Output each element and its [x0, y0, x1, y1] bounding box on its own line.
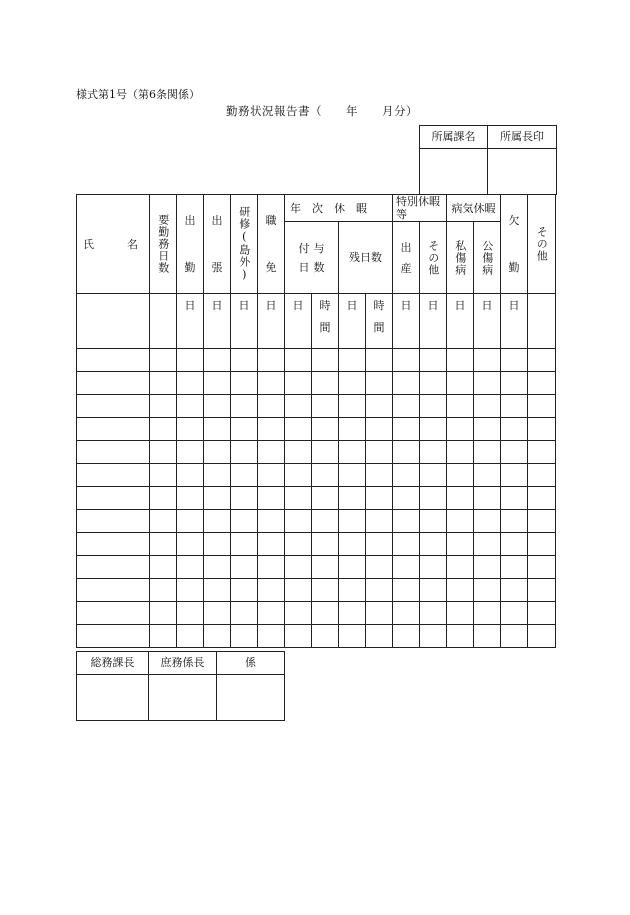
- table-cell[interactable]: [150, 372, 177, 395]
- unit-day: 日: [231, 294, 258, 349]
- table-cell[interactable]: [393, 349, 420, 372]
- table-cell[interactable]: [339, 579, 366, 602]
- table-cell[interactable]: [231, 464, 258, 487]
- table-cell[interactable]: [231, 556, 258, 579]
- table-cell[interactable]: [258, 625, 285, 648]
- table-cell[interactable]: [366, 349, 393, 372]
- table-cell[interactable]: [474, 349, 501, 372]
- table-cell[interactable]: [501, 441, 528, 464]
- table-row: [77, 418, 556, 441]
- table-cell[interactable]: [285, 395, 312, 418]
- table-cell[interactable]: [204, 441, 231, 464]
- table-cell[interactable]: [501, 510, 528, 533]
- table-cell[interactable]: [447, 395, 474, 418]
- table-cell[interactable]: [150, 395, 177, 418]
- table-cell[interactable]: [420, 372, 447, 395]
- header-name: 氏 名: [77, 195, 150, 294]
- table-cell[interactable]: [150, 441, 177, 464]
- table-cell[interactable]: [420, 349, 447, 372]
- table-cell[interactable]: [528, 579, 556, 602]
- table-cell[interactable]: [366, 418, 393, 441]
- table-cell[interactable]: [528, 602, 556, 625]
- table-cell[interactable]: [231, 487, 258, 510]
- table-cell[interactable]: [420, 510, 447, 533]
- table-cell[interactable]: [447, 418, 474, 441]
- table-cell[interactable]: [231, 533, 258, 556]
- header-business-trip: 出 張: [204, 195, 231, 294]
- unit-day: 日: [393, 294, 420, 349]
- unit-day: 日: [501, 294, 528, 349]
- table-cell[interactable]: [204, 510, 231, 533]
- section-name-label: 所属課名: [420, 126, 488, 149]
- table-cell[interactable]: [312, 625, 339, 648]
- header-other2: その他: [528, 195, 556, 294]
- table-cell[interactable]: [393, 602, 420, 625]
- unit-hours: 時 間: [312, 294, 339, 349]
- table-cell[interactable]: [258, 533, 285, 556]
- table-cell[interactable]: [366, 602, 393, 625]
- table-cell[interactable]: [501, 487, 528, 510]
- table-cell[interactable]: [474, 464, 501, 487]
- table-cell[interactable]: [339, 533, 366, 556]
- table-cell[interactable]: [177, 464, 204, 487]
- table-cell[interactable]: [501, 395, 528, 418]
- table-cell[interactable]: [528, 441, 556, 464]
- table-cell[interactable]: [366, 441, 393, 464]
- table-cell[interactable]: [231, 510, 258, 533]
- table-cell[interactable]: [420, 625, 447, 648]
- table-cell[interactable]: [366, 510, 393, 533]
- table-cell[interactable]: [366, 533, 393, 556]
- table-row: [77, 372, 556, 395]
- table-cell[interactable]: [77, 602, 150, 625]
- table-cell[interactable]: [474, 602, 501, 625]
- table-cell[interactable]: [285, 602, 312, 625]
- table-cell[interactable]: [231, 441, 258, 464]
- table-row: [77, 533, 556, 556]
- unit-hours: 時 間: [366, 294, 393, 349]
- header-required-days: 要勤務日数: [150, 195, 177, 294]
- table-cell[interactable]: [312, 487, 339, 510]
- header-absence: 欠 勤: [501, 195, 528, 294]
- table-row: [77, 510, 556, 533]
- table-cell[interactable]: [204, 625, 231, 648]
- table-row: [77, 625, 556, 648]
- table-cell[interactable]: [501, 372, 528, 395]
- table-cell[interactable]: [285, 418, 312, 441]
- table-cell[interactable]: [366, 556, 393, 579]
- table-cell[interactable]: [393, 487, 420, 510]
- table-cell[interactable]: [258, 510, 285, 533]
- table-cell[interactable]: [312, 349, 339, 372]
- table-cell[interactable]: [177, 418, 204, 441]
- page-title: 勤務状況報告書（ 年 月分）: [226, 104, 418, 118]
- general-chief-label: 庶務係長: [149, 652, 217, 675]
- table-cell[interactable]: [204, 556, 231, 579]
- table-cell[interactable]: [77, 441, 150, 464]
- unit-day: 日: [339, 294, 366, 349]
- table-cell[interactable]: [528, 418, 556, 441]
- table-cell[interactable]: [285, 487, 312, 510]
- header-duty-exempt: 職 免: [258, 195, 285, 294]
- table-cell[interactable]: [393, 510, 420, 533]
- table-cell[interactable]: [312, 418, 339, 441]
- table-cell[interactable]: [285, 464, 312, 487]
- table-cell[interactable]: [447, 533, 474, 556]
- table-cell[interactable]: [231, 602, 258, 625]
- staff-seal[interactable]: [217, 675, 285, 721]
- table-cell[interactable]: [447, 556, 474, 579]
- table-cell[interactable]: [177, 441, 204, 464]
- table-cell[interactable]: [528, 487, 556, 510]
- table-cell[interactable]: [501, 533, 528, 556]
- table-cell[interactable]: [231, 579, 258, 602]
- header-sick-leave: 病気休暇: [447, 195, 501, 222]
- table-cell[interactable]: [501, 556, 528, 579]
- table-cell[interactable]: [339, 510, 366, 533]
- table-cell[interactable]: [177, 602, 204, 625]
- table-cell[interactable]: [150, 464, 177, 487]
- header-other: その他: [420, 222, 447, 294]
- table-cell[interactable]: [77, 579, 150, 602]
- table-cell[interactable]: [285, 579, 312, 602]
- table-cell[interactable]: [447, 464, 474, 487]
- table-cell[interactable]: [393, 395, 420, 418]
- table-cell[interactable]: [339, 418, 366, 441]
- table-cell[interactable]: [528, 556, 556, 579]
- table-cell[interactable]: [393, 464, 420, 487]
- table-cell[interactable]: [393, 625, 420, 648]
- table-cell[interactable]: [366, 625, 393, 648]
- general-manager-label: 総務課長: [77, 652, 149, 675]
- table-row: [77, 395, 556, 418]
- table-cell[interactable]: [312, 556, 339, 579]
- table-cell[interactable]: [285, 556, 312, 579]
- header-public-injury: 公傷病: [474, 222, 501, 294]
- section-head-seal-label: 所属長印: [488, 126, 557, 149]
- unit-day: 日: [177, 294, 204, 349]
- table-cell[interactable]: [528, 510, 556, 533]
- table-cell[interactable]: [447, 579, 474, 602]
- table-cell[interactable]: [339, 441, 366, 464]
- table-row: [77, 487, 556, 510]
- table-cell[interactable]: [204, 602, 231, 625]
- table-cell[interactable]: [393, 418, 420, 441]
- header-training: 研修(島外): [231, 195, 258, 294]
- table-cell[interactable]: [285, 625, 312, 648]
- table-cell[interactable]: [420, 418, 447, 441]
- table-cell[interactable]: [447, 441, 474, 464]
- table-cell[interactable]: [474, 441, 501, 464]
- table-cell[interactable]: [177, 556, 204, 579]
- table-cell[interactable]: [474, 372, 501, 395]
- table-cell[interactable]: [447, 349, 474, 372]
- table-cell[interactable]: [420, 487, 447, 510]
- table-cell[interactable]: [447, 602, 474, 625]
- table-cell[interactable]: [77, 533, 150, 556]
- table-cell[interactable]: [501, 579, 528, 602]
- table-cell[interactable]: [177, 487, 204, 510]
- unit-day: 日: [420, 294, 447, 349]
- table-cell[interactable]: [258, 418, 285, 441]
- table-cell[interactable]: [528, 533, 556, 556]
- header-granted-days: 付 日 与 数: [285, 222, 339, 294]
- section-head-seal-field[interactable]: [488, 149, 557, 195]
- table-cell[interactable]: [474, 418, 501, 441]
- table-cell[interactable]: [150, 349, 177, 372]
- table-row: [77, 579, 556, 602]
- signoff-box: [76, 651, 285, 721]
- table-cell[interactable]: [474, 533, 501, 556]
- table-cell[interactable]: [150, 487, 177, 510]
- table-cell[interactable]: [312, 395, 339, 418]
- table-row: [77, 441, 556, 464]
- table-cell[interactable]: [420, 533, 447, 556]
- table-cell[interactable]: [258, 372, 285, 395]
- table-cell[interactable]: [366, 487, 393, 510]
- table-cell[interactable]: [258, 395, 285, 418]
- table-cell[interactable]: [366, 395, 393, 418]
- table-cell[interactable]: [393, 556, 420, 579]
- table-row: [77, 602, 556, 625]
- table-cell[interactable]: [339, 395, 366, 418]
- attendance-table: [76, 194, 556, 648]
- table-cell[interactable]: [339, 602, 366, 625]
- header-birth: 出 産: [393, 222, 420, 294]
- table-cell[interactable]: [150, 533, 177, 556]
- section-name-field[interactable]: [420, 149, 488, 195]
- table-cell[interactable]: [474, 579, 501, 602]
- table-cell[interactable]: [447, 625, 474, 648]
- table-cell[interactable]: [285, 372, 312, 395]
- table-cell[interactable]: [258, 487, 285, 510]
- table-cell[interactable]: [258, 602, 285, 625]
- header-annual-leave: 年 次 休 暇: [285, 195, 393, 222]
- table-cell[interactable]: [474, 395, 501, 418]
- table-cell[interactable]: [312, 441, 339, 464]
- table-cell[interactable]: [231, 395, 258, 418]
- table-cell[interactable]: [393, 441, 420, 464]
- table-cell[interactable]: [474, 510, 501, 533]
- table-cell[interactable]: [204, 372, 231, 395]
- table-cell[interactable]: [204, 487, 231, 510]
- table-cell[interactable]: [150, 510, 177, 533]
- table-cell[interactable]: [258, 464, 285, 487]
- table-cell[interactable]: [150, 602, 177, 625]
- table-cell[interactable]: [366, 372, 393, 395]
- header-special-leave: 特別休暇等: [393, 195, 447, 222]
- table-cell[interactable]: [204, 349, 231, 372]
- table-cell[interactable]: [501, 602, 528, 625]
- unit-day: 日: [258, 294, 285, 349]
- table-cell[interactable]: [339, 464, 366, 487]
- table-cell[interactable]: [77, 418, 150, 441]
- table-cell[interactable]: [258, 441, 285, 464]
- table-cell[interactable]: [177, 625, 204, 648]
- table-cell[interactable]: [474, 625, 501, 648]
- table-cell[interactable]: [258, 579, 285, 602]
- table-cell[interactable]: [77, 395, 150, 418]
- table-cell[interactable]: [77, 625, 150, 648]
- table-cell[interactable]: [420, 556, 447, 579]
- units-row: [77, 294, 556, 349]
- general-manager-seal[interactable]: [77, 675, 149, 721]
- table-cell[interactable]: [77, 510, 150, 533]
- table-cell[interactable]: [177, 395, 204, 418]
- table-cell[interactable]: [77, 487, 150, 510]
- table-cell[interactable]: [177, 510, 204, 533]
- table-cell[interactable]: [77, 372, 150, 395]
- table-cell[interactable]: [204, 533, 231, 556]
- table-cell[interactable]: [258, 349, 285, 372]
- table-cell[interactable]: [77, 464, 150, 487]
- table-cell[interactable]: [231, 349, 258, 372]
- general-chief-seal[interactable]: [149, 675, 217, 721]
- table-cell[interactable]: [420, 602, 447, 625]
- approval-box: [419, 125, 557, 195]
- table-cell[interactable]: [177, 349, 204, 372]
- header-remaining-days: 残日数: [339, 222, 393, 294]
- table-cell[interactable]: [77, 556, 150, 579]
- table-cell[interactable]: [150, 579, 177, 602]
- table-cell[interactable]: [420, 395, 447, 418]
- table-row: [77, 556, 556, 579]
- table-cell[interactable]: [231, 372, 258, 395]
- table-cell[interactable]: [339, 556, 366, 579]
- table-cell[interactable]: [393, 533, 420, 556]
- table-cell[interactable]: [393, 579, 420, 602]
- table-cell[interactable]: [204, 395, 231, 418]
- table-cell[interactable]: [285, 533, 312, 556]
- table-cell[interactable]: [285, 349, 312, 372]
- table-cell[interactable]: [366, 464, 393, 487]
- table-cell[interactable]: [339, 372, 366, 395]
- form-number: 様式第1号（第6条関係）: [76, 88, 200, 101]
- table-cell[interactable]: [312, 372, 339, 395]
- table-cell[interactable]: [150, 556, 177, 579]
- table-cell[interactable]: [420, 441, 447, 464]
- table-row: [77, 349, 556, 372]
- table-cell[interactable]: [339, 487, 366, 510]
- table-cell[interactable]: [393, 372, 420, 395]
- table-cell[interactable]: [231, 418, 258, 441]
- table-cell[interactable]: [177, 533, 204, 556]
- table-cell[interactable]: [204, 464, 231, 487]
- table-cell[interactable]: [528, 395, 556, 418]
- table-cell[interactable]: [501, 625, 528, 648]
- table-cell[interactable]: [285, 441, 312, 464]
- table-cell[interactable]: [150, 418, 177, 441]
- table-cell[interactable]: [339, 625, 366, 648]
- table-cell[interactable]: [150, 625, 177, 648]
- table-cell[interactable]: [447, 372, 474, 395]
- table-cell[interactable]: [177, 372, 204, 395]
- table-cell[interactable]: [312, 510, 339, 533]
- unit-day: 日: [285, 294, 312, 349]
- table-cell[interactable]: [177, 579, 204, 602]
- table-cell[interactable]: [501, 418, 528, 441]
- table-cell[interactable]: [258, 556, 285, 579]
- header-private-injury: 私傷病: [447, 222, 474, 294]
- staff-label: 係: [217, 652, 285, 675]
- table-cell[interactable]: [285, 510, 312, 533]
- table-cell[interactable]: [231, 625, 258, 648]
- table-cell[interactable]: [528, 625, 556, 648]
- table-cell[interactable]: [528, 372, 556, 395]
- table-cell[interactable]: [501, 349, 528, 372]
- table-cell[interactable]: [77, 349, 150, 372]
- table-cell[interactable]: [339, 349, 366, 372]
- table-cell[interactable]: [366, 579, 393, 602]
- table-cell[interactable]: [204, 418, 231, 441]
- header-attendance: 出 勤: [177, 195, 204, 294]
- table-cell[interactable]: [420, 579, 447, 602]
- table-cell[interactable]: [501, 464, 528, 487]
- table-cell[interactable]: [447, 510, 474, 533]
- table-cell[interactable]: [474, 556, 501, 579]
- table-cell[interactable]: [312, 602, 339, 625]
- table-cell[interactable]: [420, 464, 447, 487]
- unit-day: 日: [204, 294, 231, 349]
- unit-day: 日: [474, 294, 501, 349]
- table-cell[interactable]: [528, 464, 556, 487]
- table-cell[interactable]: [204, 579, 231, 602]
- table-cell[interactable]: [312, 533, 339, 556]
- table-cell[interactable]: [528, 349, 556, 372]
- table-cell[interactable]: [447, 487, 474, 510]
- unit-day: 日: [447, 294, 474, 349]
- table-cell[interactable]: [312, 579, 339, 602]
- table-cell[interactable]: [312, 464, 339, 487]
- table-cell[interactable]: [474, 487, 501, 510]
- table-row: [77, 464, 556, 487]
